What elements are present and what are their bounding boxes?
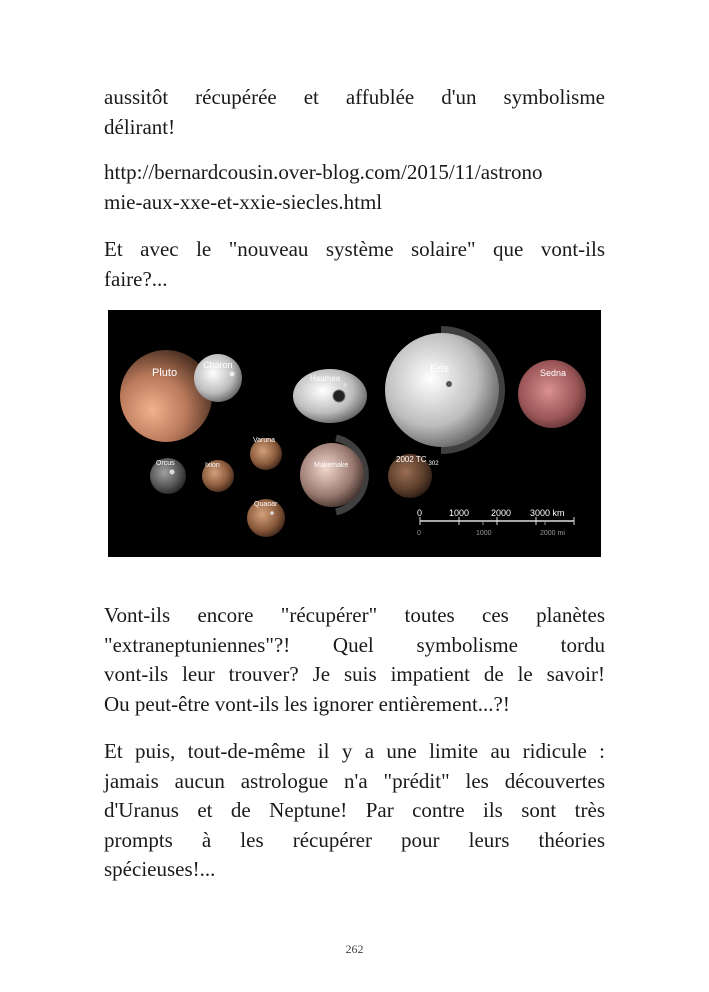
- link-line[interactable]: mie-aux-xxe-et-xxie-siecles.html: [104, 189, 383, 214]
- scale-mi-1000: 1000: [476, 530, 492, 537]
- text-line: Ou peut-être vont-ils les ignorer entièrement...?!: [104, 691, 510, 716]
- text-line: Vont-ils encore "récupérer" toutes ces planètes: [104, 603, 605, 627]
- charon-label: Charon: [203, 360, 233, 370]
- page-number: 262: [345, 942, 364, 956]
- text-line: Et avec le "nouveau système solaire" que vont-ils: [104, 237, 605, 261]
- scale-bar: [417, 508, 574, 537]
- paragraph-1: [104, 83, 605, 142]
- scale-km-1000: 1000: [449, 508, 470, 518]
- varuna-label: Varuna: [253, 437, 276, 444]
- link-line[interactable]: http://bernardcousin.over-blog.com/2015/11/astrono: [104, 160, 543, 184]
- scale-km-3000: 3000 km: [530, 508, 565, 518]
- scale-km-2000: 2000: [491, 508, 512, 518]
- text-line: vont-ils leur trouver? Je suis impatient de le savoir!: [104, 662, 605, 686]
- quaoar-label: Quaoar: [254, 501, 278, 508]
- sedna-label: Sedna: [540, 368, 567, 378]
- ixion-label: Ixion: [205, 462, 220, 469]
- text-line: aussitôt récupérée et affublée d'un symbolisme: [104, 85, 605, 109]
- haumea-moon: [333, 390, 345, 402]
- eris-label: Eris: [430, 363, 449, 375]
- paragraph-4: [104, 601, 605, 719]
- orcus-label: Orcus: [156, 460, 175, 467]
- scale-mi-2000: 2000 mi: [540, 530, 565, 537]
- scale-km-0: 0: [417, 508, 423, 518]
- paragraph-5: [104, 737, 605, 885]
- text-line: spécieuses!...: [104, 857, 216, 881]
- pluto-label: Pluto: [152, 367, 178, 379]
- text-line: d'Uranus et de Neptune! Par contre ils sont très: [104, 798, 605, 822]
- tc302-label-sub: 302: [428, 461, 439, 467]
- tc302-label-main: 2002 TC: [396, 455, 427, 464]
- text-line: délirant!: [104, 114, 176, 139]
- text-line: Et puis, tout-de-même il y a une limite au ridicule :: [104, 739, 605, 763]
- paragraph-link[interactable]: [104, 158, 605, 217]
- text-line: faire?...: [104, 266, 168, 291]
- text-line: prompts à les récupérer pour leurs théories: [104, 827, 605, 852]
- haumea-label: Haumea: [310, 374, 341, 383]
- pluto-sphere: [120, 350, 212, 442]
- eris-sphere: [385, 333, 499, 447]
- quaoar-moon: [270, 511, 274, 515]
- eris-moon: [446, 381, 452, 387]
- makemake-sphere: [300, 443, 364, 507]
- text-line: "extraneptuniennes"?! Quel symbolisme tordu: [104, 632, 605, 657]
- orcus-moon: [170, 470, 175, 475]
- paragraph-3: [104, 235, 605, 294]
- haumea-moon-small: [343, 383, 347, 387]
- charon-moon: [230, 372, 235, 377]
- makemake-label: Makemake: [314, 462, 349, 469]
- scale-mi-0: 0: [417, 530, 421, 537]
- tno-comparison-figure: [108, 310, 601, 557]
- text-line: jamais aucun astrologue n'a "prédit" les découvertes: [104, 768, 605, 793]
- tno-illustration: [108, 310, 601, 557]
